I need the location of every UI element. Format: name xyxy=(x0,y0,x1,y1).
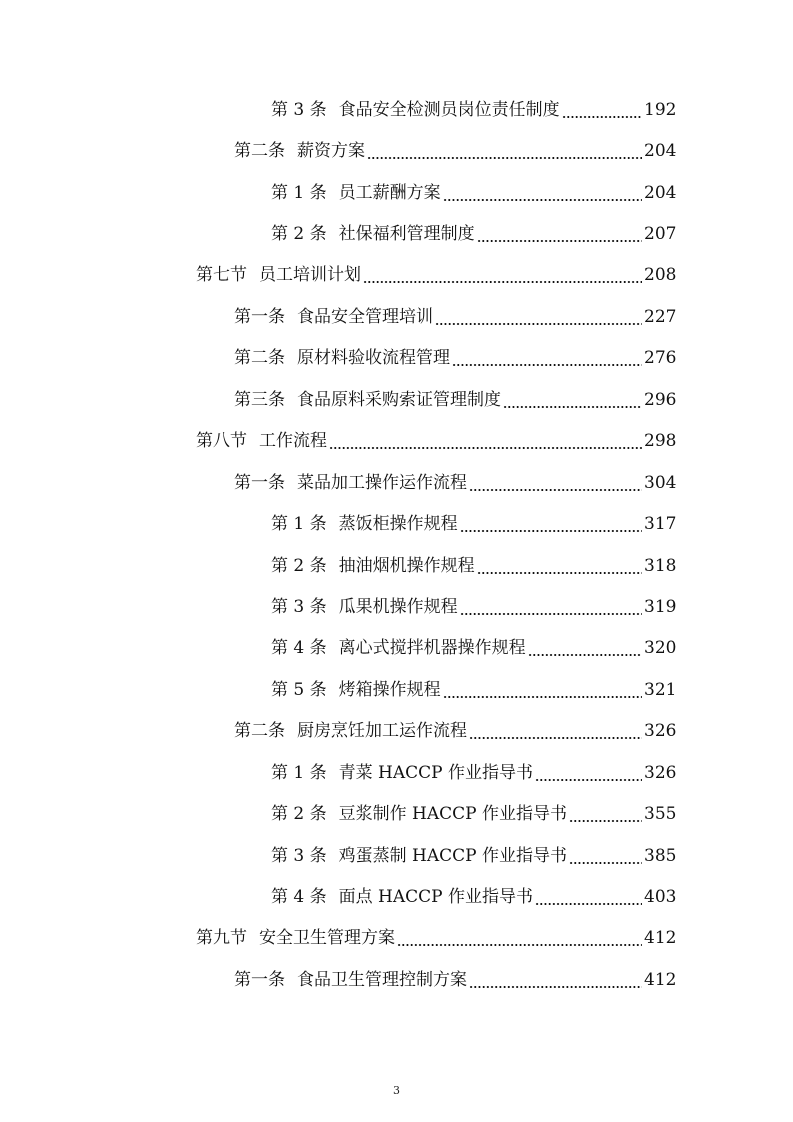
toc-entry-number: 第二条 xyxy=(234,348,285,369)
toc-entry-title: 安全卫生管理方案 xyxy=(259,928,395,949)
toc-entry-page: 192 xyxy=(644,99,677,120)
toc-entry-number: 第一条 xyxy=(234,306,285,327)
toc-entry[interactable] xyxy=(0,793,793,834)
toc-entry-title: 食品安全检测员岗位责任制度 xyxy=(338,99,560,120)
toc-entry-page: 207 xyxy=(644,224,677,245)
dot-leader xyxy=(435,323,642,325)
toc-entry-number: 第二条 xyxy=(234,141,285,162)
toc-entry-page: 412 xyxy=(644,969,677,990)
toc-entry-number: 第 3 条 xyxy=(271,99,327,120)
toc-entry-number: 第 3 条 xyxy=(271,845,327,866)
toc-entry-number: 第 2 条 xyxy=(271,555,327,576)
dot-leader xyxy=(469,986,642,988)
toc-entry-number: 第七节 xyxy=(196,265,247,286)
toc-entry-page: 319 xyxy=(644,596,677,617)
toc-entry-title: 食品原料采购索证管理制度 xyxy=(297,389,501,410)
toc-entry-page: 208 xyxy=(644,265,677,286)
toc-entry[interactable] xyxy=(0,669,793,710)
toc-entry-number: 第九节 xyxy=(196,928,247,949)
dot-leader xyxy=(443,696,642,698)
page-number: 3 xyxy=(393,1084,400,1097)
dot-leader xyxy=(477,240,642,242)
toc-entry-title: 烤箱操作规程 xyxy=(338,679,441,700)
dot-leader xyxy=(569,820,642,822)
toc-entry-number: 第 1 条 xyxy=(271,514,327,535)
toc-entry-number: 第 2 条 xyxy=(271,224,327,245)
toc-entry-number: 第 1 条 xyxy=(271,182,327,203)
toc-entry[interactable] xyxy=(0,172,793,213)
toc-entry-title: 工作流程 xyxy=(259,431,327,452)
toc-entry-page: 355 xyxy=(644,804,677,825)
dot-leader xyxy=(397,944,642,946)
toc-entry[interactable] xyxy=(0,503,793,544)
toc-entry[interactable] xyxy=(0,586,793,627)
toc-entry-title: 员工薪酬方案 xyxy=(338,182,441,203)
toc-entry[interactable] xyxy=(0,130,793,171)
toc-entry-page: 304 xyxy=(644,472,677,493)
toc-entry-number: 第 4 条 xyxy=(271,887,327,908)
toc-entry-title: 社保福利管理制度 xyxy=(338,224,475,245)
toc-entry[interactable] xyxy=(0,255,793,296)
dot-leader xyxy=(562,116,642,118)
toc-entry-number: 第一条 xyxy=(234,969,285,990)
toc-entry-number: 第 4 条 xyxy=(271,638,327,659)
toc-entry-title: 薪资方案 xyxy=(297,141,365,162)
toc-entry-page: 385 xyxy=(644,845,677,866)
toc-entry[interactable] xyxy=(0,379,793,420)
toc-entry-page: 321 xyxy=(644,679,677,700)
dot-leader xyxy=(503,406,642,408)
toc-entry-number: 第 5 条 xyxy=(271,679,327,700)
toc-entry-page: 320 xyxy=(644,638,677,659)
toc-entry-number: 第一条 xyxy=(234,472,285,493)
toc-entry-page: 276 xyxy=(644,348,677,369)
dot-leader xyxy=(460,530,642,532)
toc-entry-page: 298 xyxy=(644,431,677,452)
toc-entry-page: 204 xyxy=(644,182,677,203)
toc-entry-title: 抽油烟机操作规程 xyxy=(338,555,475,576)
dot-leader xyxy=(460,613,642,615)
table-of-contents xyxy=(0,89,793,1001)
toc-entry[interactable] xyxy=(0,462,793,503)
toc-entry-title: 离心式搅拌机器操作规程 xyxy=(338,638,526,659)
toc-entry-title: 食品卫生管理控制方案 xyxy=(297,969,467,990)
toc-entry[interactable] xyxy=(0,89,793,130)
toc-entry[interactable] xyxy=(0,711,793,752)
toc-entry-page: 227 xyxy=(644,306,677,327)
toc-entry[interactable] xyxy=(0,213,793,254)
toc-entry[interactable] xyxy=(0,296,793,337)
toc-entry-number: 第 1 条 xyxy=(271,762,327,783)
toc-entry-title: 蒸饭柜操作规程 xyxy=(338,514,458,535)
toc-entry-title: 瓜果机操作规程 xyxy=(338,596,458,617)
dot-leader xyxy=(569,862,642,864)
toc-entry-number: 第三条 xyxy=(234,389,285,410)
dot-leader xyxy=(329,447,642,449)
dot-leader xyxy=(469,737,642,739)
toc-entry-page: 326 xyxy=(644,721,677,742)
dot-leader xyxy=(477,572,642,574)
toc-entry[interactable] xyxy=(0,545,793,586)
toc-entry[interactable] xyxy=(0,338,793,379)
dot-leader xyxy=(528,654,642,656)
toc-entry-page: 326 xyxy=(644,762,677,783)
toc-entry-title: 厨房烹饪加工运作流程 xyxy=(297,721,467,742)
dot-leader xyxy=(363,281,642,283)
toc-entry-number: 第 2 条 xyxy=(271,804,327,825)
toc-entry[interactable] xyxy=(0,959,793,1000)
toc-entry-page: 318 xyxy=(644,555,677,576)
toc-entry[interactable] xyxy=(0,421,793,462)
toc-entry[interactable] xyxy=(0,835,793,876)
toc-entry[interactable] xyxy=(0,876,793,917)
toc-entry-title: 鸡蛋蒸制 HACCP 作业指导书 xyxy=(338,845,567,866)
toc-entry-title: 面点 HACCP 作业指导书 xyxy=(338,887,533,908)
dot-leader xyxy=(367,157,642,159)
dot-leader xyxy=(469,489,642,491)
toc-entry-title: 员工培训计划 xyxy=(259,265,361,286)
dot-leader xyxy=(452,364,642,366)
toc-entry[interactable] xyxy=(0,918,793,959)
toc-entry-page: 317 xyxy=(644,514,677,535)
toc-entry-number: 第 3 条 xyxy=(271,596,327,617)
toc-entry-title: 青菜 HACCP 作业指导书 xyxy=(338,762,533,783)
toc-entry[interactable] xyxy=(0,628,793,669)
toc-entry-page: 204 xyxy=(644,141,677,162)
dot-leader xyxy=(535,903,642,905)
toc-entry-page: 403 xyxy=(644,887,677,908)
toc-entry-page: 296 xyxy=(644,389,677,410)
toc-entry-title: 食品安全管理培训 xyxy=(297,306,433,327)
toc-entry-number: 第八节 xyxy=(196,431,247,452)
toc-entry-number: 第二条 xyxy=(234,721,285,742)
dot-leader xyxy=(535,779,642,781)
toc-entry-title: 原材料验收流程管理 xyxy=(297,348,450,369)
toc-entry[interactable] xyxy=(0,752,793,793)
toc-entry-page: 412 xyxy=(644,928,677,949)
toc-entry-title: 豆浆制作 HACCP 作业指导书 xyxy=(338,804,567,825)
toc-entry-title: 菜品加工操作运作流程 xyxy=(297,472,467,493)
dot-leader xyxy=(443,199,642,201)
